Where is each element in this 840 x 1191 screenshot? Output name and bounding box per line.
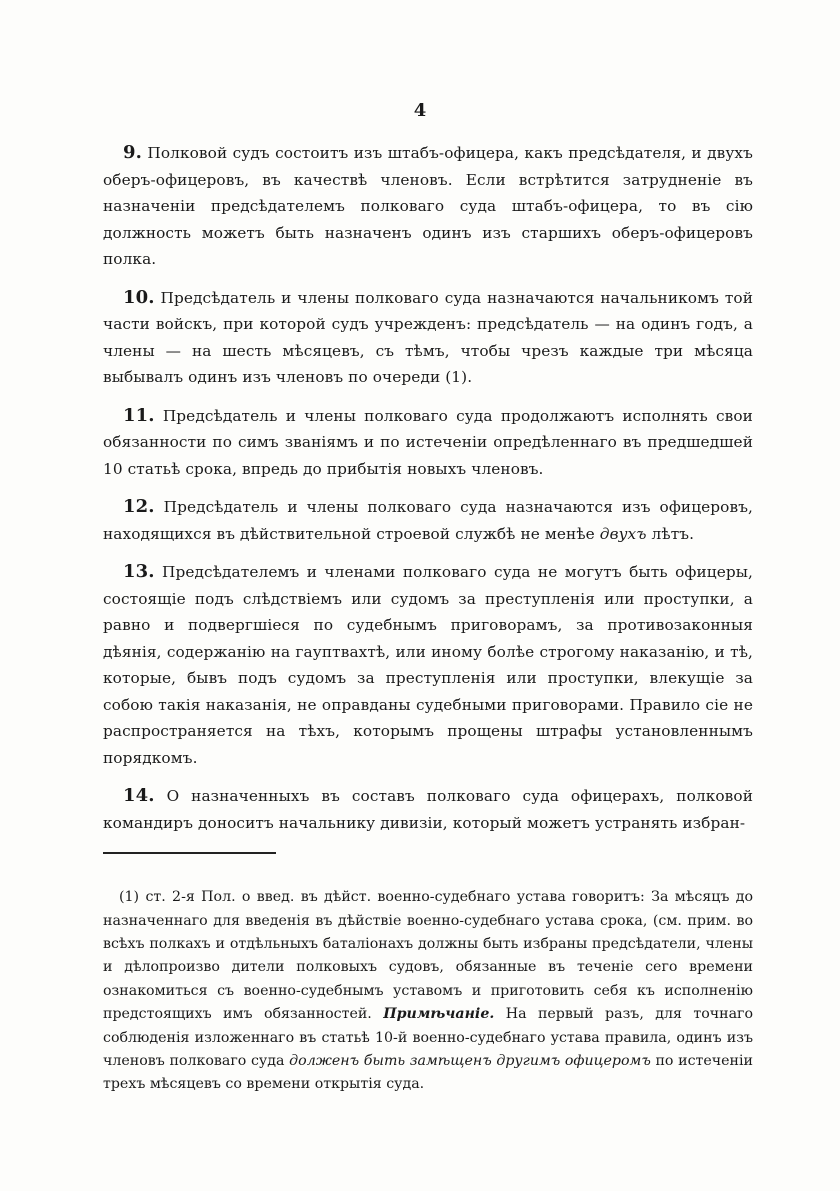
article-number: 9. (123, 142, 142, 163)
article-number: 10. (123, 286, 155, 308)
footnote-text: ст. 2-я Пол. о введ. въ дѣйст. военно-судебнаго устава говоритъ: За мѣсяцъ до назначеннаго для введенія въ дѣйствіе военно-судебнаго устава срока, (см. прим. во всѣхъ полкахъ и отдѣльныхъ баталіонахъ должны быть избраны предсѣдатели, члены и дѣлопроизво дители полковыхъ судовъ, обязанные въ теченіе сего времени ознакомиться съ военно-судебнымъ уставомъ и приготовить себя къ исполненію предстоящихъ имъ обязанностей. (103, 889, 753, 1023)
article-14 (103, 783, 753, 836)
article-text: Предсѣдатель и члены полковаго суда продолжаютъ исполнять свои обязанности по симъ званіямъ и по истеченіи опредѣленнаго въ предшедшей 10 статьѣ срока, впредь до прибытія новыхъ членовъ. (103, 406, 753, 478)
article-text: Предсѣдателемъ и членами полковаго суда не могутъ быть офицеры, состоящіе подъ слѣдствіемъ или судомъ за преступленія или проступки, а равно и подвергшіеся по судебнымъ приговорамъ, за противозаконныя дѣянія, содержанію на гауптвахтѣ, или иному болѣе строгому наказанію, и тѣ, которые, бывъ подъ судомъ за преступленія или проступки, влекущіе за собою такія наказанія, не оправданы судебными приговорами. Правило сіе не распространяется на тѣхъ, которымъ прощены штрафы установленнымъ порядкомъ. (103, 563, 753, 767)
article-body (103, 140, 753, 848)
footnote-emphasis: долженъ быть замѣщенъ другимъ офицеромъ (289, 1053, 651, 1070)
article-10 (103, 285, 753, 391)
article-number: 14. (123, 785, 155, 806)
article-11 (103, 403, 753, 483)
footnote-text-continued: На первый разъ, для точнаго соблюденія изложеннаго въ статьѣ 10-й военно-судебнаго устава правила, одинъ изъ членовъ полковаго суда (103, 1006, 754, 1070)
emphasis-text: двухъ (599, 524, 647, 543)
footnote-marker: (1) (119, 889, 140, 906)
article-13 (103, 559, 753, 771)
footnote-reference: (1). (445, 368, 473, 386)
page-number: 4 (413, 100, 427, 121)
footnote-text-end: по истеченіи трехъ мѣсяцевъ со времени открытія суда. (103, 1053, 754, 1093)
article-9 (103, 140, 753, 273)
footnote-divider (103, 852, 276, 854)
article-text: Предсѣдатель и члены полковаго суда назначаются изъ офицеровъ, находящихся въ дѣйствительной строевой службѣ не менѣе (103, 498, 753, 543)
footnote-note-label: Примѣчаніе. (383, 1006, 495, 1023)
article-text: Полковой судъ состоитъ изъ штабъ-офицера, какъ предсѣдателя, и двухъ оберъ-офицеровъ, въ качествѣ членовъ. Если встрѣтится затрудненіе въ назначеніи предсѣдателемъ полковаго суда штабъ-офицера, то въ сію должность можетъ быть назначенъ одинъ изъ старшихъ оберъ-офицеровъ полка. (103, 144, 753, 268)
article-number: 11. (123, 404, 155, 426)
article-number: 12. (123, 496, 155, 517)
article-text-end: лѣтъ. (651, 524, 695, 543)
article-text: Предсѣдатель и члены полковаго суда назначаются начальникомъ той части войскъ, при которой судъ учрежденъ: предсѣдатель — на одинъ годъ, а члены — на шесть мѣсяцевъ, съ тѣмъ, чтобы чрезъ каждые три мѣсяца выбывалъ одинъ изъ членовъ по очереди (103, 288, 753, 386)
article-12 (103, 494, 753, 547)
footnote (103, 886, 753, 1097)
article-number: 13. (123, 561, 155, 582)
article-text: О назначенныхъ въ составъ полковаго суда офицерахъ, полковой командиръ доноситъ начальнику дивизіи, который можетъ устранять избран- (103, 787, 753, 832)
